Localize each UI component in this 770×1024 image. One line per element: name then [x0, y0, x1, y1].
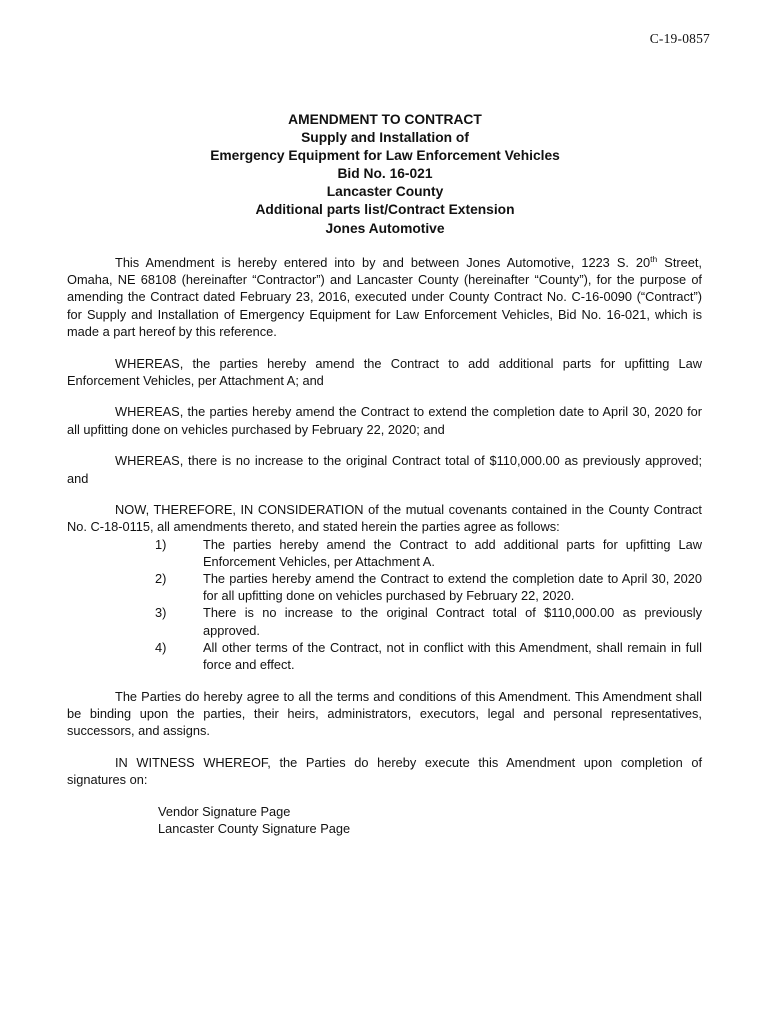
whereas-paragraph-parts: WHEREAS, the parties hereby amend the Contract to add additional parts for upfitting Law Enforcement Vehicles, per Attachment A; and [67, 355, 702, 388]
list-item-text: The parties hereby amend the Contract to extend the completion date to April 30, 2020 for all upfitting done on vehicles purchased by February 22, 2020. [203, 571, 702, 604]
list-item [67, 570, 702, 604]
list-item [67, 639, 702, 673]
document-title [0, 111, 770, 238]
signature-page-vendor: Vendor Signature Page [158, 803, 291, 819]
list-item-number: 4) [155, 639, 167, 655]
signature-pages-list [67, 803, 702, 837]
ordinal-suffix: th [650, 254, 658, 264]
signature-page-county: Lancaster County Signature Page [158, 820, 351, 836]
list-item-number: 1) [155, 536, 167, 552]
whereas-paragraph-extension: WHEREAS, the parties hereby amend the Contract to extend the completion date to April 30, 2020 for all upfitting done on vehicles purchased by February 22, 2020; and [67, 404, 702, 437]
title-line-purpose: Additional parts list/Contract Extension [255, 202, 515, 218]
list-item [67, 536, 702, 570]
title-line-bid-number: Bid No. 16-021 [337, 166, 433, 182]
intro-text-start: This Amendment is hereby entered into by and between Jones Automotive, 1223 S. 20 [115, 255, 651, 270]
title-line-county: Lancaster County [326, 184, 444, 200]
list-item-number: 2) [155, 571, 167, 587]
now-therefore-paragraph: NOW, THEREFORE, IN CONSIDERATION of the mutual covenants contained in the County Contract No. C-18-0115, all amendments thereto, and stated herein the parties agree as follows: [67, 502, 702, 535]
list-item-text: There is no increase to the original Contract total of $110,000.00 as previously approved. [203, 605, 702, 638]
whereas-paragraph-total: WHEREAS, there is no increase to the original Contract total of $110,000.00 as previously approved; and [67, 453, 702, 486]
binding-paragraph: The Parties do hereby agree to all the terms and conditions of this Amendment. This Amendment shall be binding upon the parties, their heirs, administrators, executors, legal and personal representatives, successors, and assigns. [67, 688, 702, 739]
document-body [67, 254, 702, 837]
title-line-subject: Supply and Installation of [301, 130, 469, 146]
list-item-text: The parties hereby amend the Contract to add additional parts for upfitting Law Enforcement Vehicles, per Attachment A. [203, 536, 702, 569]
witness-paragraph: IN WITNESS WHEREOF, the Parties do hereby execute this Amendment upon completion of signatures on: [67, 754, 702, 788]
title-line-subject-detail: Emergency Equipment for Law Enforcement Vehicles [210, 148, 560, 164]
title-line-vendor: Jones Automotive [325, 220, 445, 236]
title-line-heading: AMENDMENT TO CONTRACT [288, 112, 482, 127]
list-item [67, 604, 702, 638]
terms-list [67, 536, 702, 674]
document-number: C-19-0857 [649, 31, 710, 46]
list-item-number: 3) [155, 605, 167, 621]
intro-paragraph [67, 254, 702, 340]
list-item-text: All other terms of the Contract, not in conflict with this Amendment, shall remain in full force and effect. [203, 639, 702, 673]
intro-text-end: Street, Omaha, NE 68108 (hereinafter “Contractor”) and Lancaster County (hereinafter “County”), for the purpose of amending the Contract dated February 23, 2016, executed under County Contract No. C-16-0090 (“Contract”) for Supply and Installation of Emergency Equipment for Law Enforcement Vehicles, Bid No. 16-021, which is made a part hereof by this reference. [67, 255, 702, 339]
